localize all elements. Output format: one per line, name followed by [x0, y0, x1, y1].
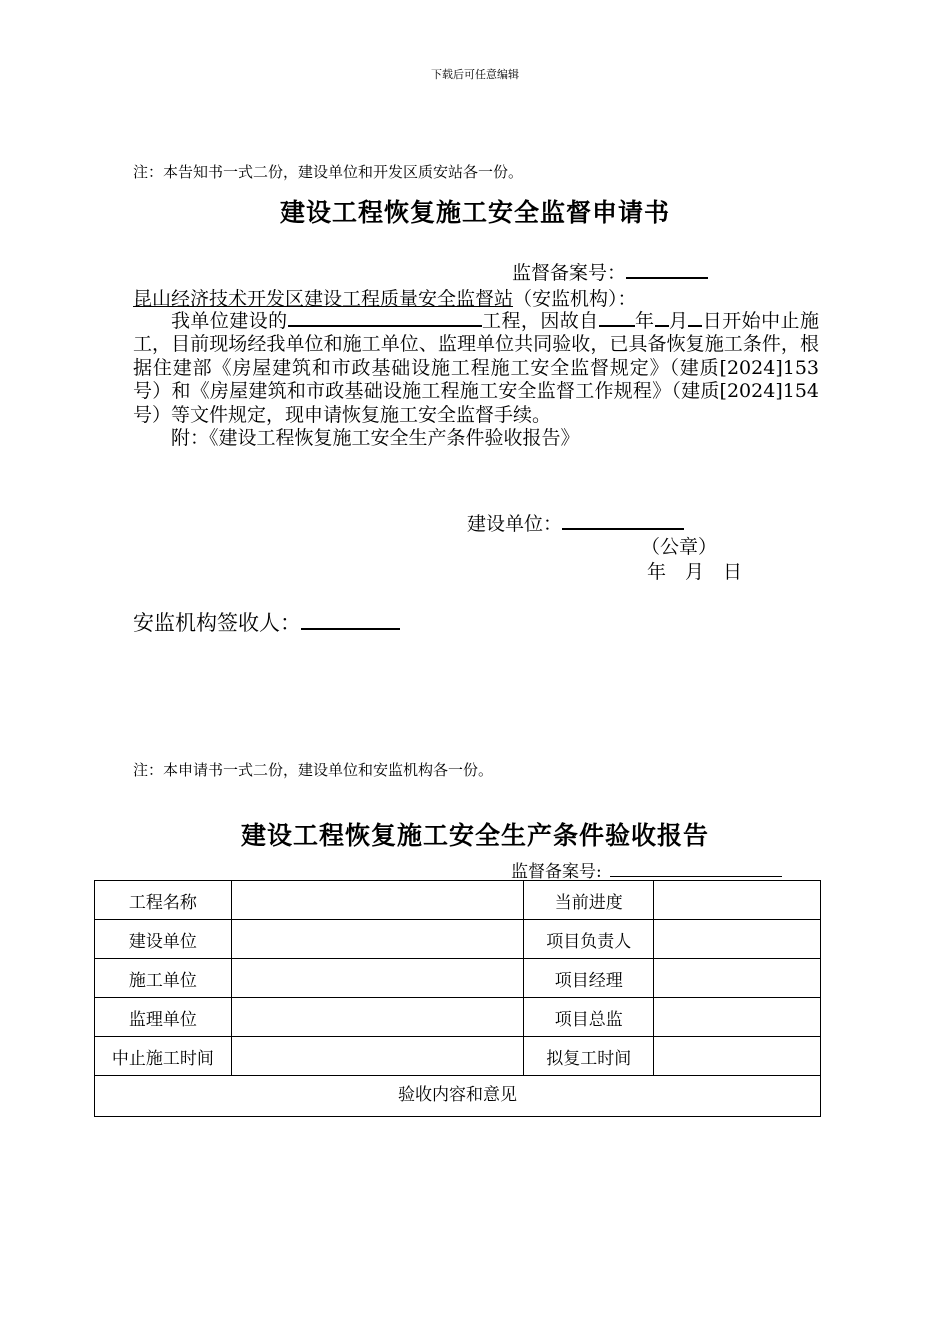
receiver-blank[interactable]: [301, 608, 400, 630]
report-table: [94, 880, 821, 1117]
receiver-line: [133, 607, 400, 637]
row-label-chief-supervisor: 项目总监: [524, 998, 654, 1037]
body-text-4: 月: [668, 310, 689, 332]
row-label-supervisor: 监理单位: [95, 998, 232, 1037]
body-text-3: 年: [634, 310, 655, 332]
report-record-label: 监督备案号:: [511, 862, 602, 882]
application-title: 建设工程恢复施工安全监督申请书: [279, 198, 670, 227]
table-row: [95, 1076, 821, 1117]
body-text-5: 日开始中止施工，目前现场经我单位和施工单位、监理单位共同验收，已具备恢复施工条件，根据住建部《房屋建筑和市政基础设施工程施工安全监督规定》（建质[2024]153号）和《房屋建筑和市政基础设施工程施工安全监督工作规程》（建质[2024]154号）等文件规定，现申请恢复施工安全监督手续。: [133, 310, 819, 426]
supervisor-cell[interactable]: [231, 998, 524, 1037]
project-manager-cell[interactable]: [654, 959, 821, 998]
receiver-label: 安监机构签收人：: [133, 611, 301, 635]
project-leader-cell[interactable]: [654, 920, 821, 959]
project-name-cell[interactable]: [231, 881, 524, 920]
current-progress-cell[interactable]: [654, 881, 821, 920]
date-text: 年 月 日: [647, 561, 743, 583]
addressee-line: [133, 284, 637, 311]
row-label-contractor: 施工单位: [95, 959, 232, 998]
body-text-1: 我单位建设的: [171, 310, 288, 332]
row-label-builder: 建设单位: [95, 920, 232, 959]
report-record-number: [511, 857, 782, 882]
application-note: 注：本申请书一式二份，建设单位和安监机构各一份。: [133, 761, 494, 779]
report-record-blank[interactable]: [610, 862, 782, 877]
year-blank[interactable]: [599, 308, 635, 327]
notice-note: 注：本告知书一式二份，建设单位和开发区质安站各一份。: [133, 163, 524, 181]
body-text-2: 工程，因故自: [481, 310, 599, 332]
record-number-blank[interactable]: [626, 260, 708, 279]
row-label-current-progress: 当前进度: [524, 881, 654, 920]
table-row: [95, 998, 821, 1037]
table-row: [95, 881, 821, 920]
row-label-resume-time: 拟复工时间: [524, 1037, 654, 1076]
table-row: [95, 959, 821, 998]
application-record-number: [512, 258, 708, 285]
row-label-project-leader: 项目负责人: [524, 920, 654, 959]
row-label-project-manager: 项目经理: [524, 959, 654, 998]
table-row: [95, 920, 821, 959]
resume-time-cell[interactable]: [654, 1037, 821, 1076]
builder-blank[interactable]: [562, 510, 684, 530]
month-blank[interactable]: [655, 308, 669, 327]
record-number-label: 监督备案号：: [512, 262, 627, 284]
day-blank[interactable]: [688, 308, 702, 327]
application-body: [133, 308, 819, 450]
opinion-cell[interactable]: 验收内容和意见: [95, 1076, 821, 1117]
report-title: 建设工程恢复施工安全生产条件验收报告: [240, 821, 709, 850]
contractor-cell[interactable]: [231, 959, 524, 998]
project-name-blank[interactable]: [288, 308, 482, 327]
builder-label: 建设单位：: [467, 513, 563, 535]
addressee-name: 昆山经济技术开发区建设工程质量安全监督站: [133, 288, 514, 310]
chief-supervisor-cell[interactable]: [654, 998, 821, 1037]
builder-cell[interactable]: [231, 920, 524, 959]
table-row: [95, 1037, 821, 1076]
addressee-suffix: （安监机构）：: [513, 288, 637, 310]
seal-text: （公章）: [641, 536, 718, 558]
row-label-suspension-time: 中止施工时间: [95, 1037, 232, 1076]
row-label-project-name: 工程名称: [95, 881, 232, 920]
attachment-line: 附：《建设工程恢复施工安全生产条件验收报告》: [171, 427, 580, 450]
suspension-time-cell[interactable]: [231, 1037, 524, 1076]
page-header: 下载后可任意编辑: [431, 68, 519, 81]
